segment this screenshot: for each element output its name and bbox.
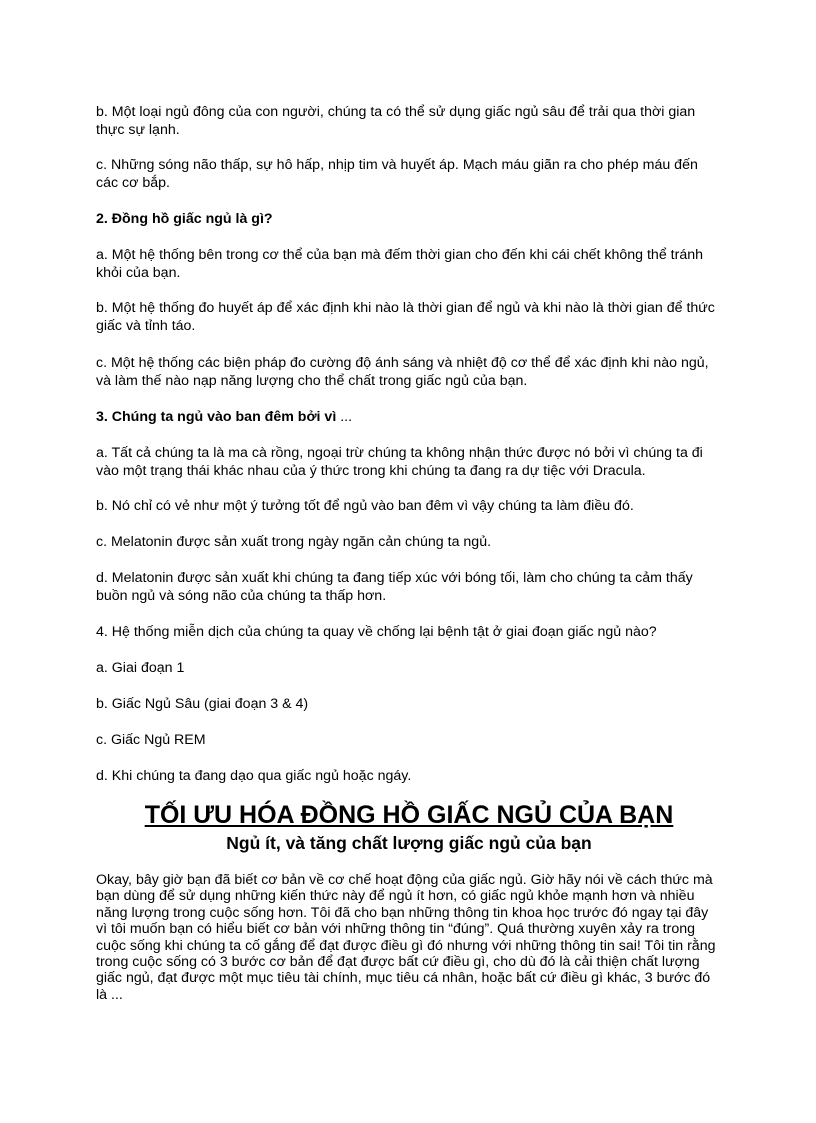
q2-option-b: b. Một hệ thống đo huyết áp để xác định khi nào là thời gian để ngủ và khi nào là thời gian để thức giấc và tỉnh táo. (96, 300, 715, 334)
q3-option-b: b. Nó chỉ có vẻ như một ý tưởng tốt để ngủ vào ban đêm vì vậy chúng ta làm điều đó. (96, 498, 634, 514)
q4-option-c: c. Giấc Ngủ REM (96, 732, 206, 748)
section-title: TỐI ƯU HÓA ĐỒNG HỒ GIẤC NGỦ CỦA BẠN (144, 801, 674, 829)
q4-question: 4. Hệ thống miễn dịch của chúng ta quay về chống lại bệnh tật ở giai đoạn giấc ngủ nào? (96, 624, 657, 640)
q3-question-line (96, 408, 722, 426)
q3-option-a: a. Tất cả chúng ta là ma cà rồng, ngoại trừ chúng ta không nhận thức được nó bởi vì chúng ta đi vào một trạng thái khác nhau của ý thức trong khi chúng ta đang ra dự tiệc với Dracula. (96, 445, 703, 479)
section-body-paragraph: Okay, bây giờ bạn đã biết cơ bản về cơ chế hoạt động của giấc ngủ. Giờ hãy nói về cách thức mà bạn dùng để sử dụng những kiến thức này để ngủ ít hơn, có giấc ngủ khỏe mạnh hơn và nhiều năng lượng trong cuộc sống hơn. Tôi đã cho bạn những thông tin khoa học trước đó ngay tại đây vì tôi muốn bạn có hiểu biết cơ bản với những thông tin “đúng”. Quá thường xuyên xảy ra trong cuộc sống khi chúng ta cố gắng để đạt được điều gì đó nhưng với những thông tin sai! Tôi tin rằng trong cuộc sống có 3 bước cơ bản để đạt được bất cứ điều gì, cho dù đó là cải thiện chất lượng giấc ngủ, đạt được một mục tiêu tài chính, mục tiêu cá nhân, hoặc bất cứ điều gì khác, 3 bước đó là ... (96, 872, 716, 1003)
section-subtitle: Ngủ ít, và tăng chất lượng giấc ngủ của bạn (226, 833, 592, 853)
q4-option-a: a. Giai đoạn 1 (96, 660, 185, 676)
q4-option-b: b. Giấc Ngủ Sâu (giai đoạn 3 & 4) (96, 696, 309, 712)
q2-option-c: c. Một hệ thống các biện pháp đo cường độ ánh sáng và nhiệt độ cơ thể để xác định khi nào ngủ, và làm thế nào nạp năng lượng cho thể chất trong giấc ngủ của bạn. (96, 355, 709, 389)
q1-option-b: b. Một loại ngủ đông của con người, chúng ta có thể sử dụng giấc ngủ sâu để trải qua thời gian thực sự lạnh. (96, 104, 696, 138)
q3-question-ellipsis: ... (336, 409, 353, 425)
q4-option-d: d. Khi chúng ta đang dạo qua giấc ngủ hoặc ngáy. (96, 768, 412, 784)
q3-option-d: d. Melatonin được sản xuất khi chúng ta đang tiếp xúc với bóng tối, làm cho chúng ta cảm thấy buồn ngủ và sóng não của chúng ta thấp hơn. (96, 570, 693, 604)
q2-question: 2. Đồng hồ giấc ngủ là gì? (96, 211, 273, 227)
q3-option-c: c. Melatonin được sản xuất trong ngày ngăn cản chúng ta ngủ. (96, 534, 492, 550)
q2-option-a: a. Một hệ thống bên trong cơ thể của bạn mà đếm thời gian cho đến khi cái chết không thể tránh khỏi của bạn. (96, 247, 703, 281)
q3-question: 3. Chúng ta ngủ vào ban đêm bởi vì (96, 409, 337, 425)
q1-option-c: c. Những sóng não thấp, sự hô hấp, nhịp tim và huyết áp. Mạch máu giãn ra cho phép máu đến các cơ bắp. (96, 157, 698, 191)
